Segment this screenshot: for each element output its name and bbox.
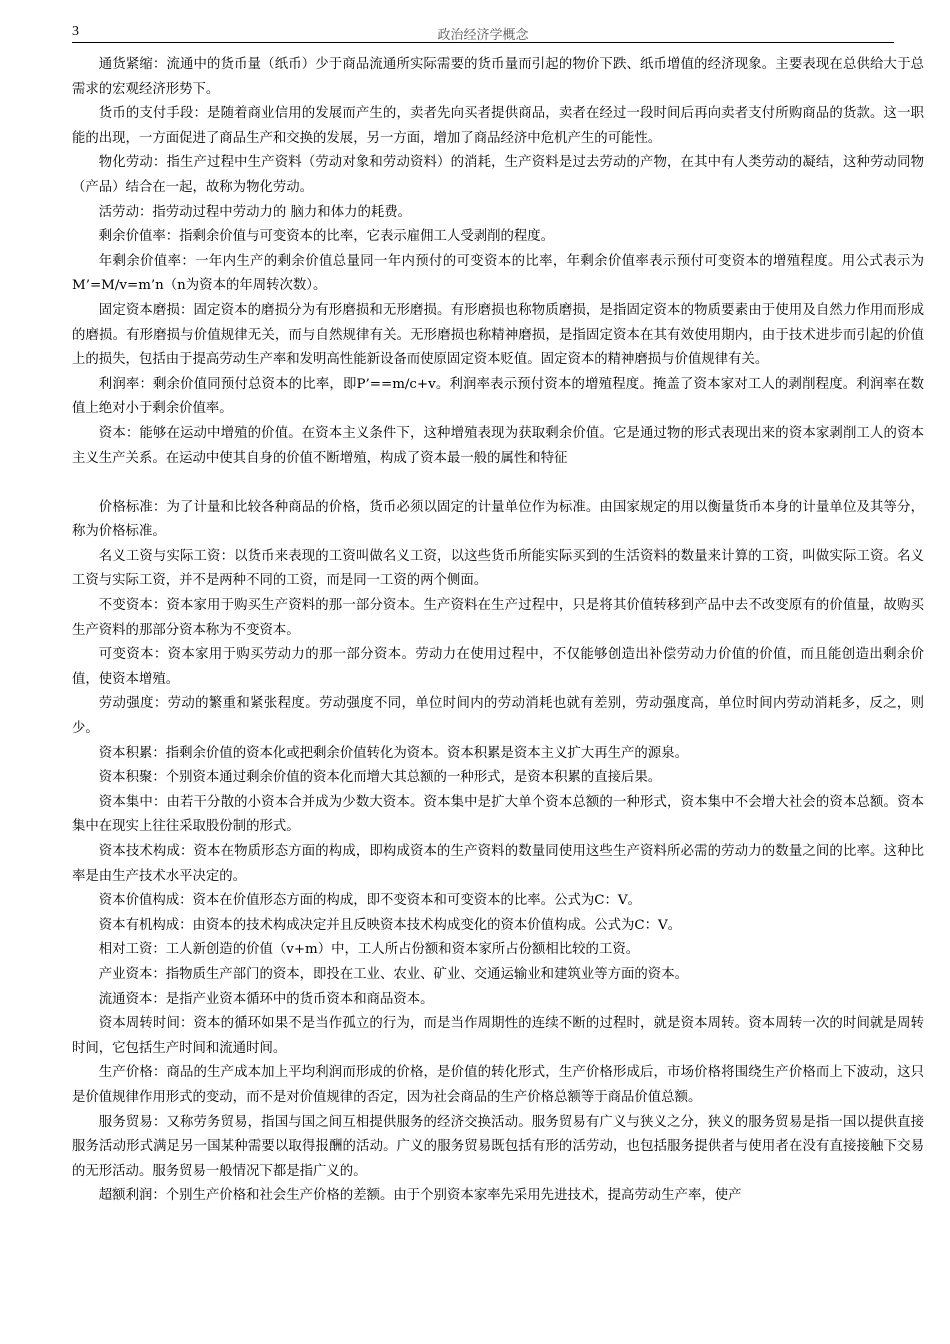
page-header [72,24,894,44]
paragraph: 可变资本：资本家用于购买劳动力的那一部分资本。劳动力在使用过程中，不仅能够创造出补偿劳动力价值的价值，而且能创造出剩余价值，使资本增殖。 [72,647,924,687]
paragraph: 相对工资：工人新创造的价值（v+m）中，工人所占份额和资本家所占份额相比较的工资。 [98,942,640,958]
paragraph: 流通资本：是指产业资本循环中的货币资本和商品资本。 [98,991,434,1007]
document-body [72,53,924,1209]
paragraph: 货币的支付手段：是随着商业信用的发展而产生的，卖者先向买者提供商品，卖者在经过一段时间后再向卖者支付所购商品的货款。这一职能的出现，一方面促进了商品生产和交换的发展，另一方面，增加了商品经济中危机产生的可能性。 [72,106,924,146]
paragraph: 生产价格：商品的生产成本加上平均利润而形成的价格，是价值的转化形式，生产价格形成后，市场价格将围绕生产价格而上下波动，这只是价值规律作用形式的变动，而不是对价值规律的否定，因为社会商品的生产价格总额等于商品价值总额。 [72,1065,924,1105]
paragraph: 年剩余价值率：一年内生产的剩余价值总量同一年内预付的可变资本的比率，年剩余价值率表示预付可变资本的增殖程度。用公式表示为M’=M/v=m’n（n为资本的年周转次数）。 [72,253,924,294]
paragraph: 固定资本磨损：固定资本的磨损分为有形磨损和无形磨损。有形磨损也称物质磨损，是指固定资本的物质要素由于使用及自然力作用而形成的磨损。有形磨损与价值规律无关，而与自然规律有关。无形磨损也称精神磨损，是指固定资本在其有效使用期内，由于技术进步而引起的价值上的损失，包括由于提高劳动生产率和发明高性能新设备而使原固定资本贬值。固定资本的精神磨损与价值规律有关。 [72,302,924,368]
paragraph: 不变资本：资本家用于购买生产资料的那一部分资本。生产资料在生产过程中，只是将其价值转移到产品中去不改变原有的价值量，故购买生产资料的那部分资本称为不变资本。 [72,598,924,638]
paragraph: 服务贸易：又称劳务贸易，指国与国之间互相提供服务的经济交换活动。服务贸易有广义与狭义之分，狭义的服务贸易是指一国以提供直接服务活动形式满足另一国某种需要以取得报酬的活动。广义的服务贸易既包括有形的活劳动，也包括服务提供者与使用者在没有直接接触下交易的无形活动。服务贸易一般情况下都是指广义的。 [72,1114,924,1179]
paragraph: 超额利润：个别生产价格和社会生产价格的差额。由于个别资本家率先采用先进技术，提高劳动生产率，使产 [98,1188,742,1204]
paragraph: 资本价值构成：资本在价值形态方面的构成，即不变资本和可变资本的比率。公式为C：V。 [98,893,641,909]
paragraph: 资本集中：由若干分散的小资本合并成为少数大资本。资本集中是扩大单个资本总额的一种形式，资本集中不会增大社会的资本总额。资本集中在现实上往往采取股份制的形式。 [72,794,924,835]
header-title: 政治经济学概念 [437,28,529,43]
paragraph: 名义工资与实际工资：以货币来表现的工资叫做名义工资，以这些货币所能实际买到的生活资料的数量来计算的工资，叫做实际工资。名义工资与实际工资，并不是两种不同的工资，而是同一工资的两个侧面。 [72,548,924,589]
paragraph: 剩余价值率：指剩余价值与可变资本的比率，它表示雇佣工人受剥削的程度。 [98,229,555,245]
header-rule [72,42,894,43]
paragraph: 通货紧缩：流通中的货币量（纸币）少于商品流通所实际需要的货币量而引起的物价下跌、纸币增值的经济现象。主要表现在总供给大于总需求的宏观经济形势下。 [72,57,924,97]
paragraph: 活劳动：指劳动过程中劳动力的 脑力和体力的耗费。 [98,204,412,220]
paragraph: 劳动强度：劳动的繁重和紧张程度。劳动强度不同，单位时间内的劳动消耗也就有差别，劳动强度高，单位时间内劳动消耗多，反之，则少。 [72,696,924,737]
paragraph: 物化劳动：指生产过程中生产资料（劳动对象和劳动资料）的消耗，生产资料是过去劳动的产物，在其中有人类劳动的凝结，这种劳动同物（产品）结合在一起，故称为物化劳动。 [72,155,924,195]
paragraph: 资本：能够在运动中增殖的价值。在资本主义条件下，这种增殖表现为获取剩余价值。它是通过物的形式表现出来的资本家剥削工人的资本主义生产关系。在运动中使其自身的价值不断增殖，构成了资本最一般的属性和特征 [72,425,924,466]
paragraph: 利润率：剩余价值同预付总资本的比率，即P’==m/c+v。利润率表示预付资本的增殖程度。掩盖了资本家对工人的剥削程度。利润率在数值上绝对小于剩余价值率。 [72,376,924,417]
paragraph: 资本积聚：个别资本通过剩余价值的资本化而增大其总额的一种形式，是资本积累的直接后果。 [98,770,662,786]
paragraph: 产业资本：指物质生产部门的资本，即投在工业、农业、矿业、交通运输业和建筑业等方面的资本。 [98,966,688,982]
paragraph: 资本有机构成：由资本的技术构成决定并且反映资本技术构成变化的资本价值构成。公式为C：V。 [98,917,682,933]
paragraph: 价格标准：为了计量和比较各种商品的价格，货币必须以固定的计量单位作为标准。由国家规定的用以衡量货币本身的计量单位及其等分，称为价格标准。 [72,499,924,540]
paragraph: 资本周转时间：资本的循环如果不是当作孤立的行为，而是当作周期性的连续不断的过程时，就是资本周转。资本周转一次的时间就是周转时间，它包括生产时间和流通时间。 [72,1016,924,1056]
page-number: 3 [72,24,79,39]
blank-line [72,471,924,496]
paragraph: 资本积累：指剩余价值的资本化或把剩余价值转化为资本。资本积累是资本主义扩大再生产的源泉。 [98,745,688,761]
paragraph: 资本技术构成：资本在物质形态方面的构成，即构成资本的生产资料的数量同使用这些生产资料所必需的劳动力的数量之间的比率。这种比率是由生产技术水平决定的。 [72,844,924,884]
